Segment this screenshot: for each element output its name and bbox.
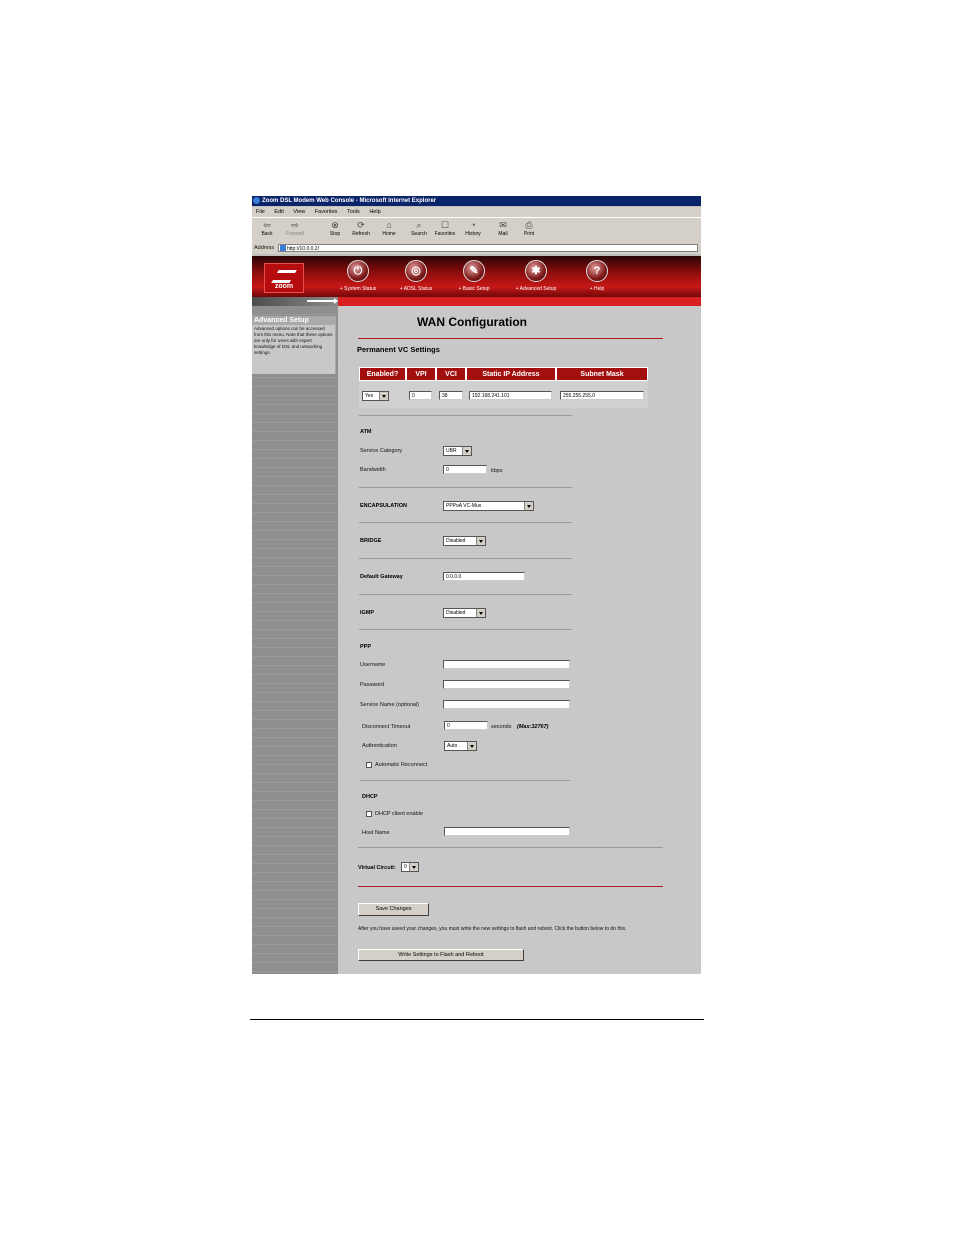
browser-window [252, 196, 701, 974]
menu-bar [252, 207, 701, 217]
page-rule [250, 1019, 704, 1020]
forward-button[interactable]: ⇨ Forward [285, 220, 305, 237]
th-subnet-mask: Subnet Mask [556, 367, 648, 381]
favorites-button[interactable]: ☐ Favorites [434, 220, 456, 237]
search-button[interactable]: ⌕ Search [411, 220, 427, 237]
back-arrow-icon: ⇦ [263, 220, 271, 230]
home-icon: ⌂ [386, 220, 392, 230]
username-input[interactable] [443, 660, 570, 669]
th-static-ip: Static IP Address [466, 367, 556, 381]
search-icon: ⌕ [416, 220, 422, 230]
print-button[interactable]: ⎙ Print [523, 220, 535, 237]
host-name-input[interactable] [444, 827, 570, 836]
basic-setup-icon: ✎ [463, 260, 485, 282]
auto-reconnect-label: Automatic Reconnect [375, 762, 428, 768]
menu-edit[interactable]: Edit [274, 209, 284, 215]
nav-help[interactable]: ? + Help [567, 260, 627, 292]
forward-arrow-icon: ⇨ [291, 220, 299, 230]
sidebar [252, 306, 338, 974]
encapsulation-select[interactable]: PPPoA VC-Mux [443, 501, 534, 511]
section-title: Permanent VC Settings [357, 345, 440, 354]
header-banner [252, 256, 701, 297]
browser-toolbar [252, 217, 701, 244]
history-icon: ◔ [470, 220, 476, 230]
window-title: Zoom DSL Modem Web Console - Microsoft Internet Explorer [262, 198, 437, 204]
mail-button[interactable]: ✉ Mail [498, 220, 508, 237]
password-input[interactable] [443, 680, 570, 689]
th-vci: VCI [436, 367, 466, 381]
nav-system-status[interactable]: ⏻ + System Status [328, 260, 388, 292]
chevron-down-icon [467, 742, 476, 750]
service-category-select[interactable]: UBR [443, 446, 472, 456]
chevron-down-icon [409, 863, 418, 871]
address-bar [252, 243, 701, 254]
chevron-down-icon [524, 502, 533, 510]
auto-reconnect-checkbox[interactable] [366, 762, 372, 768]
vc-table [359, 367, 648, 408]
bridge-select[interactable]: Disabled [443, 536, 486, 546]
chevron-down-icon [379, 392, 388, 400]
back-button[interactable]: ⇦ Back [261, 220, 273, 237]
refresh-icon: ⟳ [357, 220, 365, 230]
nav-adsl-status[interactable]: ◎ + ADSL Status [386, 260, 446, 292]
bandwidth-unit: kbps [491, 468, 503, 474]
encapsulation-label: ENCAPSULATION [360, 503, 407, 509]
adsl-status-icon: ◎ [405, 260, 427, 282]
system-status-icon: ⏻ [347, 260, 369, 282]
virtual-circuit-select[interactable]: 0 [401, 862, 419, 872]
help-icon: ? [586, 260, 608, 282]
print-icon: ⎙ [525, 220, 533, 230]
sidebar-box [252, 316, 336, 374]
chevron-down-icon [462, 447, 471, 455]
authentication-select[interactable]: Auto [444, 741, 477, 751]
host-name-label: Host Name [362, 830, 390, 836]
arrow-icon [307, 300, 335, 302]
nav-strip [252, 297, 701, 306]
menu-tools[interactable]: Tools [346, 209, 360, 215]
dhcp-client-label: DHCP client enable [375, 811, 423, 817]
dhcp-client-checkbox[interactable] [366, 811, 372, 817]
static-ip-input[interactable]: 192.168.241.101 [469, 391, 552, 400]
timeout-max: (Max:32767) [517, 724, 549, 730]
menu-help[interactable]: Help [369, 209, 381, 215]
vpi-input[interactable]: 0 [409, 391, 432, 400]
chevron-down-icon [476, 609, 485, 617]
save-changes-button[interactable]: Save Changes [358, 903, 429, 916]
menu-view[interactable]: View [293, 209, 306, 215]
username-label: Username [360, 662, 386, 668]
authentication-label: Authentication [362, 743, 397, 749]
vci-input[interactable]: 38 [439, 391, 463, 400]
flash-note: After you have saved your changes, you must write the new settings to flash and reboot. Click the button below to do this. [358, 926, 627, 932]
service-name-input[interactable] [443, 700, 570, 709]
advanced-setup-icon: ✱ [525, 260, 547, 282]
address-label: Address [254, 245, 275, 251]
atm-heading: ATM [360, 429, 372, 435]
disconnect-timeout-label: Disconnect Timeout [362, 724, 411, 730]
page-icon [280, 245, 286, 251]
default-gateway-label: Default Gateway [360, 574, 403, 580]
nav-basic-setup[interactable]: ✎ + Basic Setup [444, 260, 504, 292]
page-title: WAN Configuration [417, 315, 527, 329]
igmp-label: IGMP [360, 610, 375, 616]
bandwidth-label: Bandwidth [360, 467, 386, 473]
chevron-down-icon [476, 537, 485, 545]
write-flash-reboot-button[interactable]: Write Settings to Flash and Reboot [358, 949, 524, 961]
ppp-heading: PPP [360, 644, 372, 650]
sidebar-heading[interactable]: Advanced Setup [252, 316, 335, 325]
enabled-select[interactable]: Yes [362, 391, 389, 401]
password-label: Password [360, 682, 385, 688]
favorites-icon: ☐ [440, 220, 450, 230]
th-enabled: Enabled? [359, 367, 406, 381]
stop-icon: ⊗ [331, 220, 339, 230]
history-button[interactable]: ◔ History [465, 220, 481, 237]
refresh-button[interactable]: ⟳ Refresh [352, 220, 370, 237]
address-input[interactable]: http://10.0.0.2/ [278, 244, 698, 252]
nav-advanced-setup[interactable]: ✱ + Advanced Setup [506, 260, 566, 292]
default-gateway-input[interactable]: 0.0.0.0 [443, 572, 525, 581]
title-bar [252, 196, 701, 206]
ie-icon [253, 197, 260, 204]
service-name-label: Service Name (optional) [360, 702, 419, 708]
stop-button[interactable]: ⊗ Stop [329, 220, 341, 237]
bridge-label: BRIDGE [360, 538, 382, 544]
zoom-logo[interactable]: zoom [264, 263, 304, 293]
timeout-unit: seconds [491, 724, 512, 730]
bandwidth-input[interactable]: 0 [443, 465, 487, 474]
igmp-select[interactable]: Disabled [443, 608, 486, 618]
th-vpi: VPI [406, 367, 436, 381]
virtual-circuit-label: Virtual Circuit: [358, 865, 396, 871]
dhcp-heading: DHCP [362, 794, 378, 800]
menu-file[interactable]: File [256, 209, 265, 215]
subnet-mask-input[interactable]: 255.255.255.0 [560, 391, 644, 400]
service-category-label: Service Category [360, 448, 403, 454]
main-content [338, 306, 701, 974]
sidebar-text: Advanced options can be accessed from this menu. Note that these options are only for users with expert knowledge of DSL and networking settings. [254, 326, 333, 355]
menu-favorites[interactable]: Favorites [314, 209, 338, 215]
mail-icon: ✉ [499, 220, 507, 230]
disconnect-timeout-input[interactable]: 0 [444, 721, 488, 730]
home-button[interactable]: ⌂ Home [382, 220, 396, 237]
